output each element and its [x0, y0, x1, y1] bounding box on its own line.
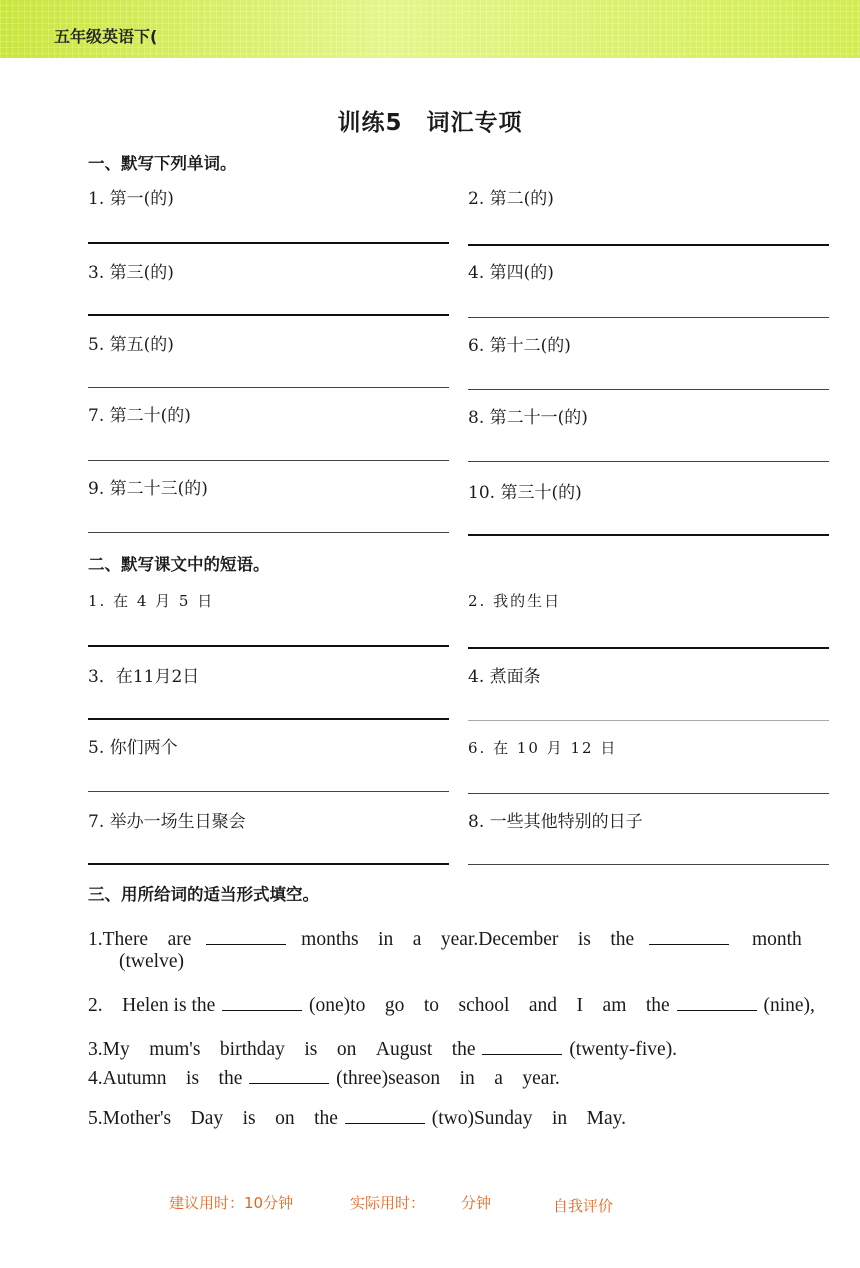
- section2-heading: 二、默写课文中的短语。: [88, 555, 270, 574]
- answer-line: [88, 718, 449, 720]
- question-5: [88, 1102, 626, 1130]
- answer-line: [468, 720, 829, 721]
- q4-text-b: (three)season in a year.: [336, 1068, 560, 1089]
- q2-blank-1[interactable]: [222, 994, 302, 1011]
- answer-line: [88, 532, 449, 533]
- answer-line: [88, 460, 449, 461]
- minutes-label: 分钟: [461, 1194, 492, 1212]
- answer-line: [468, 389, 829, 390]
- header-title: 五年级英语下(: [54, 27, 158, 46]
- answer-line: [88, 645, 449, 647]
- q2-text-c: (nine),: [763, 995, 815, 1016]
- q1-hint: (twelve): [119, 951, 184, 972]
- answer-line: [88, 314, 449, 316]
- question-4: [88, 1062, 560, 1090]
- s2-item-1: 1. 在 4 月 5 日: [88, 592, 215, 610]
- q2-blank-2[interactable]: [677, 994, 757, 1011]
- s2-item-6: 6. 在 10 月 12 日: [468, 739, 618, 757]
- answer-line: [88, 791, 449, 792]
- question-3: [88, 1033, 677, 1061]
- q1-blank-1[interactable]: [206, 928, 286, 945]
- s1-item-5: 5. 第五(的): [88, 335, 174, 355]
- s1-item-9: 9. 第二十三(的): [88, 479, 208, 499]
- q4-text-a: 4.Autumn is the: [88, 1068, 243, 1089]
- q2-text-b: (one)to go to school and I am the: [309, 995, 670, 1016]
- s2-item-5: 5. 你们两个: [88, 738, 178, 758]
- s2-item-2: 2. 我的生日: [468, 592, 562, 610]
- q1-blank-2[interactable]: [649, 928, 729, 945]
- s1-item-10: 10. 第三十(的): [468, 483, 582, 503]
- q3-blank[interactable]: [482, 1038, 562, 1055]
- s1-item-4: 4. 第四(的): [468, 263, 554, 283]
- q1-text-c: month: [751, 929, 802, 950]
- q5-text-b: (two)Sunday in May.: [431, 1108, 626, 1129]
- answer-line: [468, 534, 829, 536]
- section1-heading: 一、默写下列单词。: [88, 154, 237, 173]
- s2-item-7: 7. 举办一场生日聚会: [88, 812, 246, 832]
- q3-text-b: (twenty-five).: [569, 1039, 678, 1060]
- answer-line: [468, 647, 829, 649]
- s2-item-3: 3．在11月2日: [88, 667, 200, 687]
- question-2: [88, 989, 815, 1017]
- question-1: [88, 923, 802, 951]
- s1-item-3: 3. 第三(的): [88, 263, 174, 283]
- q1-text-b: months in a year.December is the: [301, 929, 635, 950]
- answer-line: [88, 863, 449, 865]
- q5-text-a: 5.Mother's Day is on the: [88, 1108, 338, 1129]
- s2-item-4: 4. 煮面条: [468, 667, 541, 687]
- q3-text-a: 3.My mum's birthday is on August the: [88, 1039, 476, 1060]
- answer-line: [468, 461, 829, 462]
- answer-line: [468, 864, 829, 865]
- q5-blank[interactable]: [345, 1107, 425, 1124]
- q2-text-a: 2. Helen is the: [88, 995, 216, 1016]
- suggested-time: 建议用时：10分钟: [169, 1194, 294, 1212]
- section3-heading: 三、用所给词的适当形式填空。: [88, 885, 319, 904]
- q1-text-a: 1.There are: [88, 929, 192, 950]
- s1-item-6: 6. 第十二(的): [468, 336, 571, 356]
- actual-time-label: 实际用时：: [350, 1194, 426, 1212]
- s2-item-8: 8. 一些其他特别的日子: [468, 812, 643, 832]
- s1-item-8: 8. 第二十一(的): [468, 408, 588, 428]
- s1-item-7: 7. 第二十(的): [88, 406, 191, 426]
- q4-blank[interactable]: [249, 1067, 329, 1084]
- page-title: 训练5 词汇专项: [337, 110, 523, 136]
- answer-line: [468, 244, 829, 246]
- answer-line: [88, 242, 449, 244]
- self-evaluation-label: 自我评价: [553, 1197, 614, 1215]
- answer-line: [468, 317, 829, 318]
- s1-item-1: 1. 第一(的): [88, 189, 174, 209]
- answer-line: [88, 387, 449, 388]
- s1-item-2: 2. 第二(的): [468, 189, 554, 209]
- answer-line: [468, 793, 829, 794]
